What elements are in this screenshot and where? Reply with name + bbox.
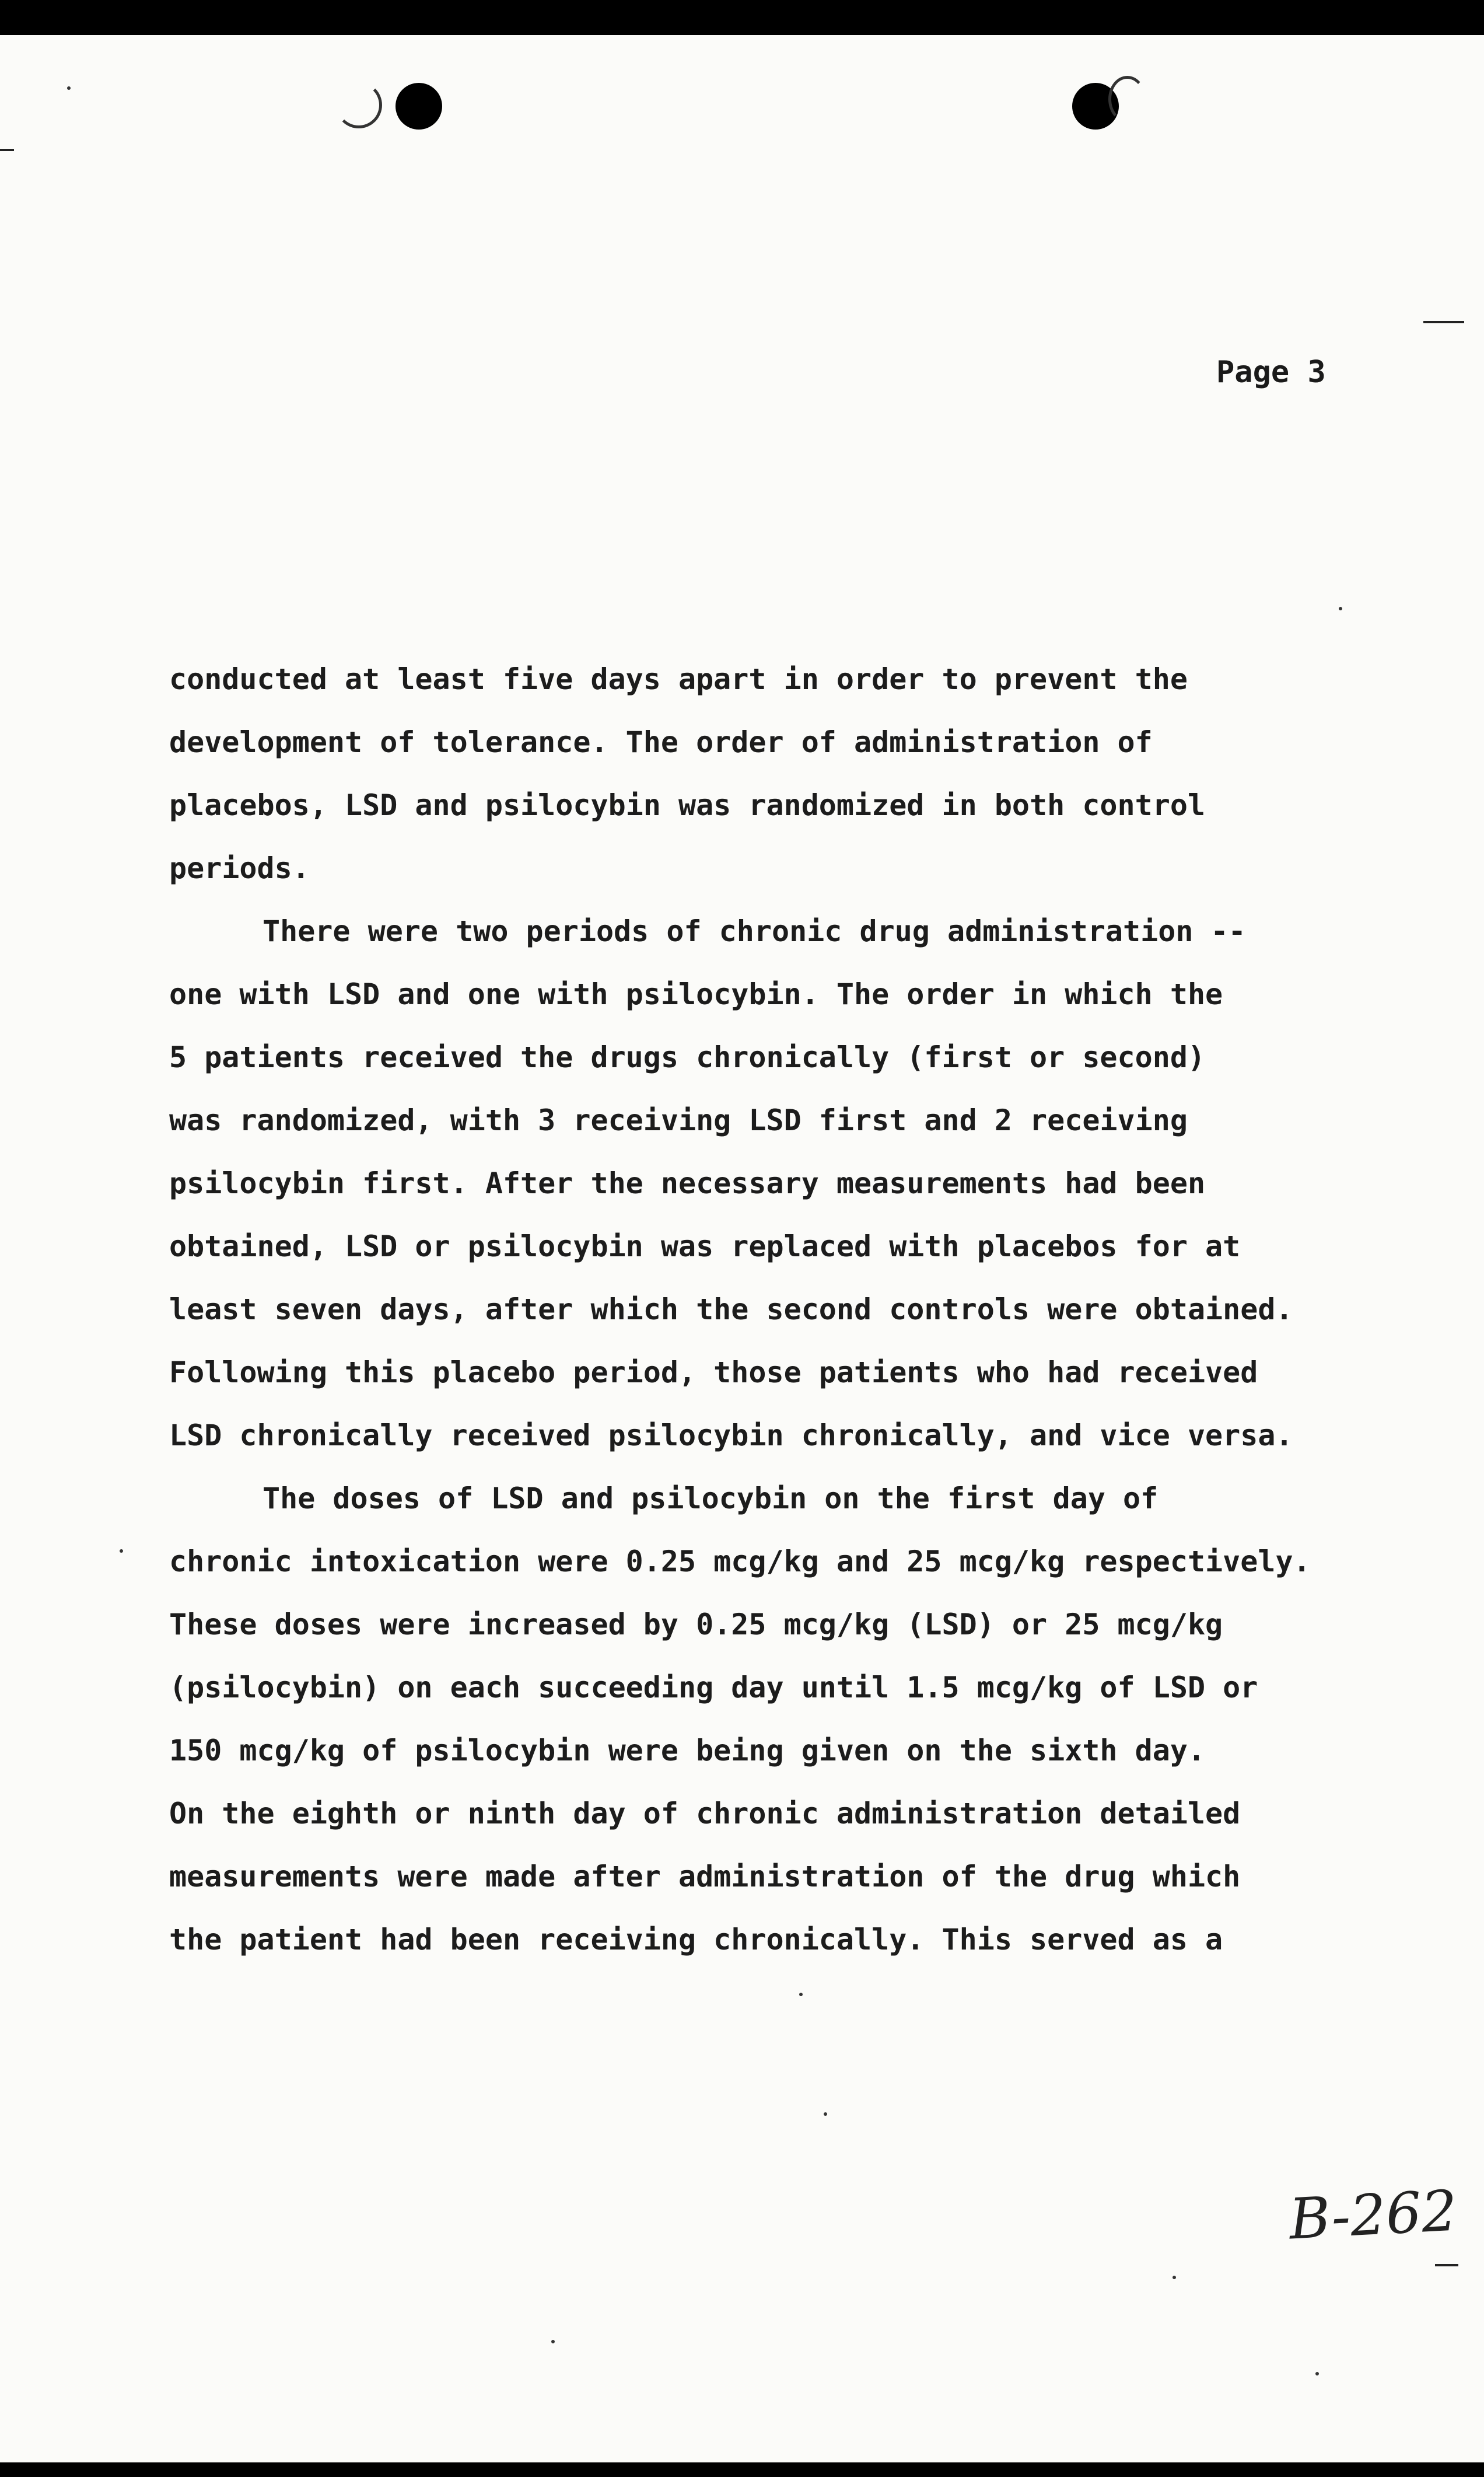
body-line: periods. — [169, 851, 310, 885]
edge-mark-right-lower — [1435, 2264, 1458, 2266]
body-line: conducted at least five days apart in order to prevent the — [169, 662, 1188, 696]
body-text — [169, 648, 1412, 1971]
punch-hole-left — [396, 83, 442, 130]
body-line: development of tolerance. The order of administration of — [169, 725, 1153, 759]
speck — [1315, 2372, 1319, 2375]
punch-hole-ghost-left — [335, 82, 382, 128]
speck — [1339, 607, 1342, 610]
punch-hole-ghost-right — [1108, 76, 1146, 123]
edge-mark-left — [0, 149, 14, 151]
speck — [120, 1549, 123, 1553]
body-line: (psilocybin) on each succeeding day until 1.5 mcg/kg of LSD or — [169, 1671, 1258, 1704]
body-line: obtained, LSD or psilocybin was replaced with placebos for at — [169, 1229, 1241, 1263]
body-line: 5 patients received the drugs chronically (first or second) — [169, 1040, 1206, 1074]
body-line: placebos, LSD and psilocybin was randomized in both control — [169, 788, 1206, 822]
body-line: was randomized, with 3 receiving LSD first and 2 receiving — [169, 1103, 1188, 1137]
body-line: LSD chronically received psilocybin chronically, and vice versa. — [169, 1419, 1293, 1452]
speck — [824, 2112, 827, 2116]
body-line: 150 mcg/kg of psilocybin were being given on the sixth day. — [169, 1734, 1206, 1767]
body-line: one with LSD and one with psilocybin. The order in which the — [169, 977, 1223, 1011]
speck — [67, 86, 71, 90]
body-line: These doses were increased by 0.25 mcg/kg (LSD) or 25 mcg/kg — [169, 1608, 1223, 1641]
speck — [1172, 2276, 1176, 2279]
body-line: On the eighth or ninth day of chronic administration detailed — [169, 1797, 1241, 1830]
body-line: There were two periods of chronic drug administration -- — [262, 914, 1246, 948]
edge-mark-right — [1423, 321, 1464, 323]
handwritten-document-code: B-262 — [1287, 2178, 1459, 2252]
body-line: measurements were made after administration of the drug which — [169, 1860, 1241, 1893]
body-line: The doses of LSD and psilocybin on the first day of — [262, 1482, 1158, 1515]
body-line: Following this placebo period, those patients who had received — [169, 1355, 1258, 1389]
body-line: least seven days, after which the second controls were obtained. — [169, 1292, 1293, 1326]
document-page — [0, 35, 1484, 2462]
speck — [799, 1993, 803, 1996]
body-line: chronic intoxication were 0.25 mcg/kg and 25 mcg/kg respectively. — [169, 1545, 1311, 1578]
body-line: psilocybin first. After the necessary measurements had been — [169, 1166, 1206, 1200]
page-number: Page 3 — [1216, 355, 1326, 390]
body-line: the patient had been receiving chronically. This served as a — [169, 1923, 1223, 1957]
speck — [551, 2340, 555, 2343]
